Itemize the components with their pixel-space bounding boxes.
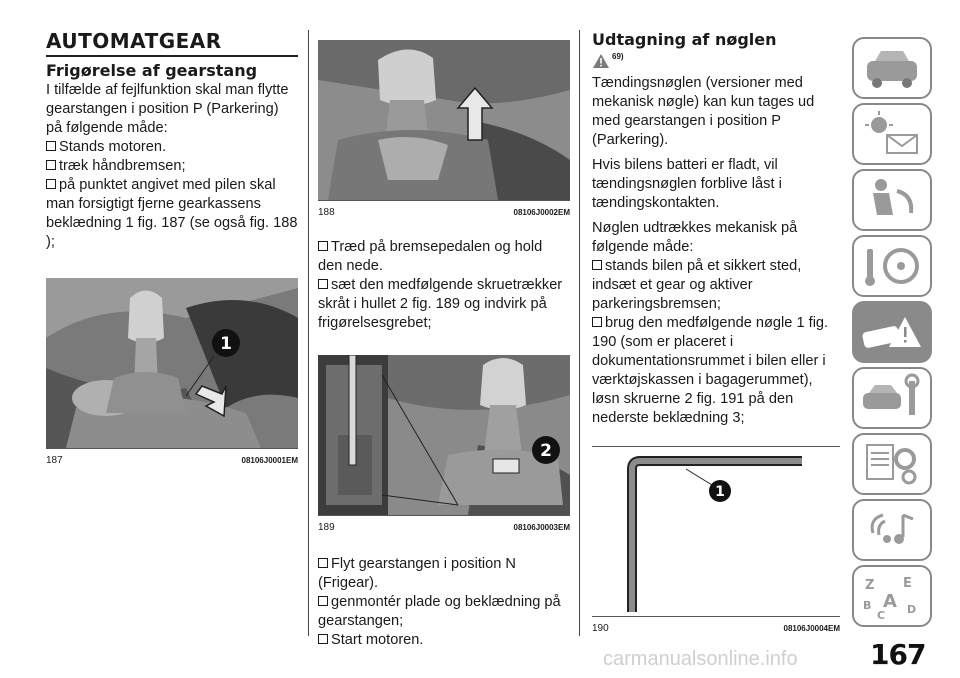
subtitle-gear-release: Frigørelse af gearstang <box>46 61 258 80</box>
steering-key-icon <box>859 241 925 291</box>
checkbox-bullet-icon <box>318 634 328 644</box>
checkbox-bullet-icon <box>318 279 328 289</box>
warning-triangle-icon <box>592 53 610 69</box>
tab-emergency[interactable] <box>852 301 932 363</box>
intro-text: I tilfælde af fejlfunktion skal man flytte gearstangen i position P (Parkering) på følgende måde: <box>46 82 289 136</box>
figure-number: 187 <box>46 455 63 466</box>
figure-189-caption <box>318 515 570 535</box>
figure-190-caption <box>592 616 840 636</box>
paragraph-mechanical: Nøglen udtrækkes mekanisk på følgende måde: <box>592 220 798 255</box>
column-2 <box>318 30 570 650</box>
figure-188-caption <box>318 200 570 220</box>
specs-gears-icon <box>859 439 925 489</box>
svg-text:E: E <box>903 576 912 591</box>
allen-key-illustration <box>592 447 840 616</box>
callout-1: 1 <box>220 334 232 354</box>
column-1 <box>46 30 298 468</box>
figure-code: 08106J0003EM <box>513 523 570 532</box>
tab-starting-driving[interactable] <box>852 235 932 297</box>
svg-text:A: A <box>883 591 897 612</box>
tab-multimedia[interactable] <box>852 499 932 561</box>
figure-number: 189 <box>318 522 335 533</box>
index-letters-icon <box>859 571 925 621</box>
tab-warning-lights[interactable] <box>852 103 932 165</box>
screwdriver-release-illustration <box>318 355 570 515</box>
step-list-item: træk håndbremsen; <box>46 157 298 176</box>
figure-number: 188 <box>318 207 335 218</box>
checkbox-bullet-icon <box>592 317 602 327</box>
warning-lights-icon <box>859 109 925 159</box>
column-divider <box>579 30 580 636</box>
tab-maintenance[interactable] <box>852 367 932 429</box>
step-list-item: genmontér plade og beklædning på gearstangen; <box>318 594 561 629</box>
figure-code: 08106J0002EM <box>513 208 570 217</box>
breakdown-car-icon <box>859 307 925 357</box>
warning-reference <box>592 52 624 69</box>
column-divider <box>308 30 309 636</box>
figure-code: 08106J0004EM <box>783 624 840 633</box>
gear-lever-lift-illustration <box>318 40 570 200</box>
checkbox-bullet-icon <box>46 179 56 189</box>
figure-187-image <box>46 278 298 448</box>
figure-188-image <box>318 40 570 200</box>
checkbox-bullet-icon <box>46 141 56 151</box>
figure-number: 190 <box>592 623 609 634</box>
callout-1: 1 <box>715 484 725 500</box>
subtitle-key-removal: Udtagning af nøglen <box>592 30 777 49</box>
step-list-item: Start motoren. <box>318 631 570 650</box>
figure-code: 08106J0001EM <box>241 456 298 465</box>
tab-technical-data[interactable] <box>852 433 932 495</box>
section-title: AUTOMATGEAR <box>46 30 298 57</box>
svg-text:Z: Z <box>865 578 875 593</box>
figure-190-image <box>592 446 840 616</box>
gear-lever-arrow-illustration <box>46 278 298 448</box>
checkbox-bullet-icon <box>318 241 328 251</box>
step-list-item: Stands motoren. <box>46 138 298 157</box>
tab-car-front[interactable] <box>852 37 932 99</box>
paragraph-battery: Hvis bilens batteri er fladt, vil tændingsnøglen forblive låst i tændingskontakten. <box>592 157 782 211</box>
multimedia-icon <box>859 505 925 555</box>
callout-2: 2 <box>540 441 552 461</box>
chapter-sidebar <box>852 37 932 631</box>
watermark-text: carmanualsonline.info <box>603 648 798 670</box>
checkbox-bullet-icon <box>318 558 328 568</box>
checkbox-bullet-icon <box>46 160 56 170</box>
paragraph-key: Tændingsnøglen (versioner med mekanisk nøgle) kan kun tages ud med gearstangen i position P (Parkering). <box>592 75 815 148</box>
figure-187-caption <box>46 448 298 468</box>
step-list-item: sæt den medfølgende skruetrækker skråt i hullet 2 fig. 189 og indvirk på frigørelsesgrebet; <box>318 277 563 331</box>
figure-189-image <box>318 355 570 515</box>
warning-ref-number: 69) <box>612 52 624 61</box>
svg-text:C: C <box>877 609 886 621</box>
svg-text:D: D <box>907 603 917 616</box>
column-3 <box>592 30 840 636</box>
step-list-item: stands bilen på et sikkert sted, indsæt et gear og aktiver parkeringsbremsen; <box>592 258 802 312</box>
step-list-item: på punktet angivet med pilen skal man forsigtigt fjerne gearkassens beklædning 1 fig. 187 (se også fig. 188 ); <box>46 177 298 250</box>
seat-airbag-icon <box>859 175 925 225</box>
page-number: 167 <box>870 638 926 671</box>
checkbox-bullet-icon <box>592 260 602 270</box>
svg-text:B: B <box>863 599 872 612</box>
checkbox-bullet-icon <box>318 596 328 606</box>
maintenance-car-icon <box>859 373 925 423</box>
step-list-item: Træd på bremsepedalen og hold den nede. <box>318 239 543 274</box>
step-list-item: brug den medfølgende nøgle 1 fig. 190 (som er placeret i dokumentationsrummet i bilen eller i værktøjskassen i bagagerummet), løsn skruerne 2 fig. 191 på den nederste beklædning 3; <box>592 315 829 426</box>
step-list-item: Flyt gearstangen i position N (Frigear). <box>318 556 516 591</box>
car-front-icon <box>859 43 925 93</box>
tab-safety[interactable] <box>852 169 932 231</box>
tab-index[interactable] <box>852 565 932 627</box>
